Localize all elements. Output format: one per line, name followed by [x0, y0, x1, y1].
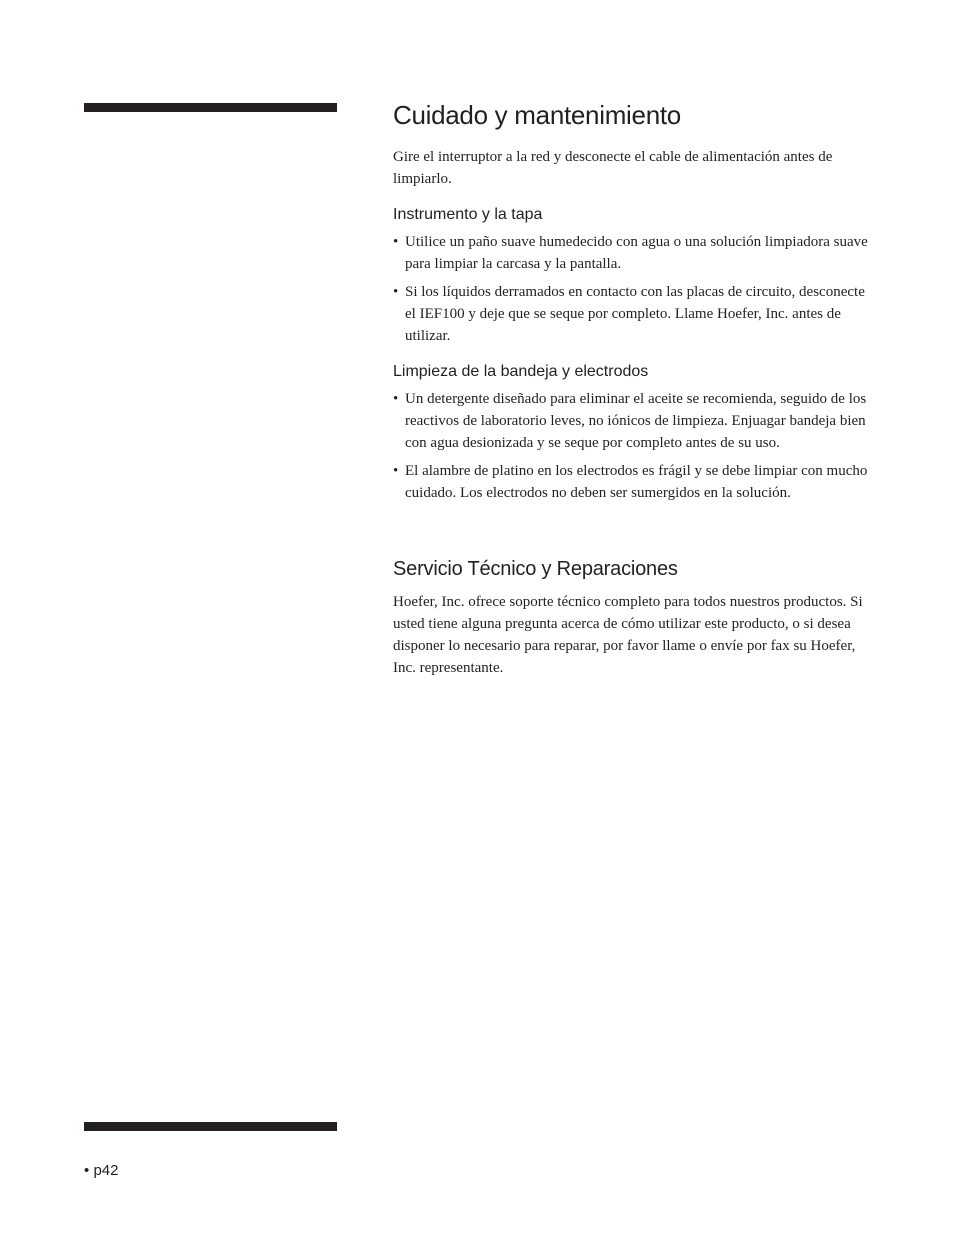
bullet-icon: •	[393, 391, 399, 407]
instrument-list	[393, 231, 875, 347]
section-heading-tray: Limpieza de la bandeja y electrodos	[393, 363, 649, 380]
main-content	[393, 98, 875, 693]
intro-paragraph: Gire el interruptor a la red y desconecte el cable de alimentación antes de limpiarlo.	[393, 149, 833, 187]
service-title: Servicio Técnico y Reparaciones	[393, 558, 678, 580]
list-item-text: Un detergente diseñado para eliminar el aceite se recomienda, seguido de los reactivos de laboratorio leves, no iónicos de limpieza. Enjuagar bandeja bien con agua desionizada y se seque por completo antes de su uso.	[405, 391, 867, 451]
list-item	[393, 388, 875, 454]
bottom-rule	[84, 1122, 337, 1131]
page-number	[84, 1161, 118, 1181]
tray-list	[393, 388, 875, 504]
top-rule	[84, 103, 337, 112]
bullet-icon: •	[393, 234, 399, 250]
list-item-text: El alambre de platino en los electrodos es frágil y se debe limpiar con mucho cuidado. Los electrodos no deben ser sumergidos en la solución.	[405, 463, 868, 501]
page-title: Cuidado y mantenimiento	[393, 100, 681, 130]
section-spacer	[393, 518, 875, 556]
list-item-text: Si los líquidos derramados en contacto con las placas de circuito, desconecte el IEF100 y deje que se seque por completo. Llame Hoefer, Inc. antes de utilizar.	[405, 284, 865, 344]
bullet-icon: •	[393, 463, 399, 479]
service-paragraph: Hoefer, Inc. ofrece soporte técnico completo para todos nuestros productos. Si usted tiene alguna pregunta acerca de cómo utilizar este producto, o si desea disponer lo necesario para reparar, por favor llame o envíe por fax su Hoefer, Inc. representante.	[393, 594, 863, 676]
list-item-text: Utilice un paño suave humedecido con agua o una solución limpiadora suave para limpiar la carcasa y la pantalla.	[405, 234, 868, 272]
list-item	[393, 231, 875, 275]
page-bullet: •	[84, 1162, 90, 1179]
bullet-icon: •	[393, 284, 399, 300]
section-heading-instrument: Instrumento y la tapa	[393, 206, 543, 223]
page-label: p42	[93, 1162, 119, 1179]
list-item	[393, 460, 875, 504]
list-item	[393, 281, 875, 347]
